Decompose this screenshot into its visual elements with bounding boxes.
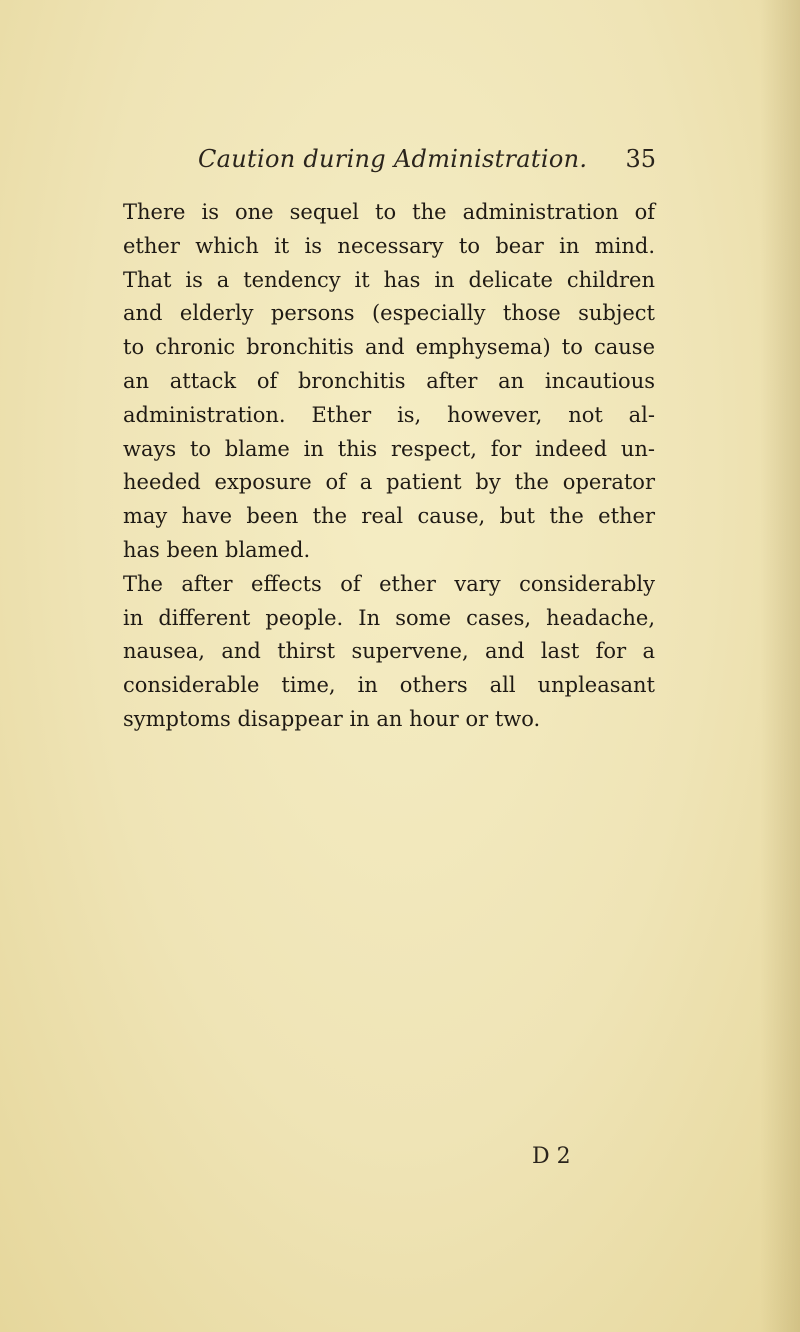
page-number: 35 — [625, 145, 656, 173]
text-line: The after effects of ether vary considerably — [123, 571, 655, 596]
text-line: ether which it is necessary to bear in mind. — [123, 233, 655, 258]
text-line: to chronic bronchitis and emphysema) to cause — [123, 335, 655, 360]
page-header — [198, 145, 656, 181]
text-line: and elderly persons (especially those subject — [123, 301, 655, 326]
body-text — [123, 196, 655, 737]
text-line: That is a tendency it has in delicate children — [123, 267, 655, 292]
signature-mark: D 2 — [532, 1144, 571, 1169]
text-line: an attack of bronchitis after an incautious — [123, 368, 655, 393]
paragraph-1 — [123, 196, 655, 568]
text-line: nausea, and thirst supervene, and last for a — [123, 639, 655, 664]
text-line: symptoms disappear in an hour or two. — [123, 706, 541, 731]
running-title: Caution during Administration. — [198, 145, 588, 173]
paragraph-2 — [123, 568, 655, 737]
text-line: ways to blame in this respect, for indeed un- — [123, 436, 655, 461]
text-line: administration. Ether is, however, not al- — [123, 402, 655, 427]
text-line: considerable time, in others all unpleasant — [123, 673, 655, 698]
text-line: in different people. In some cases, headache, — [123, 605, 655, 630]
page-edge-shadow — [760, 0, 800, 1332]
text-line: There is one sequel to the administration of — [123, 200, 655, 224]
text-line: has been blamed. — [123, 537, 311, 562]
text-line: heeded exposure of a patient by the operator — [123, 470, 655, 495]
text-line: may have been the real cause, but the ether — [123, 504, 655, 529]
